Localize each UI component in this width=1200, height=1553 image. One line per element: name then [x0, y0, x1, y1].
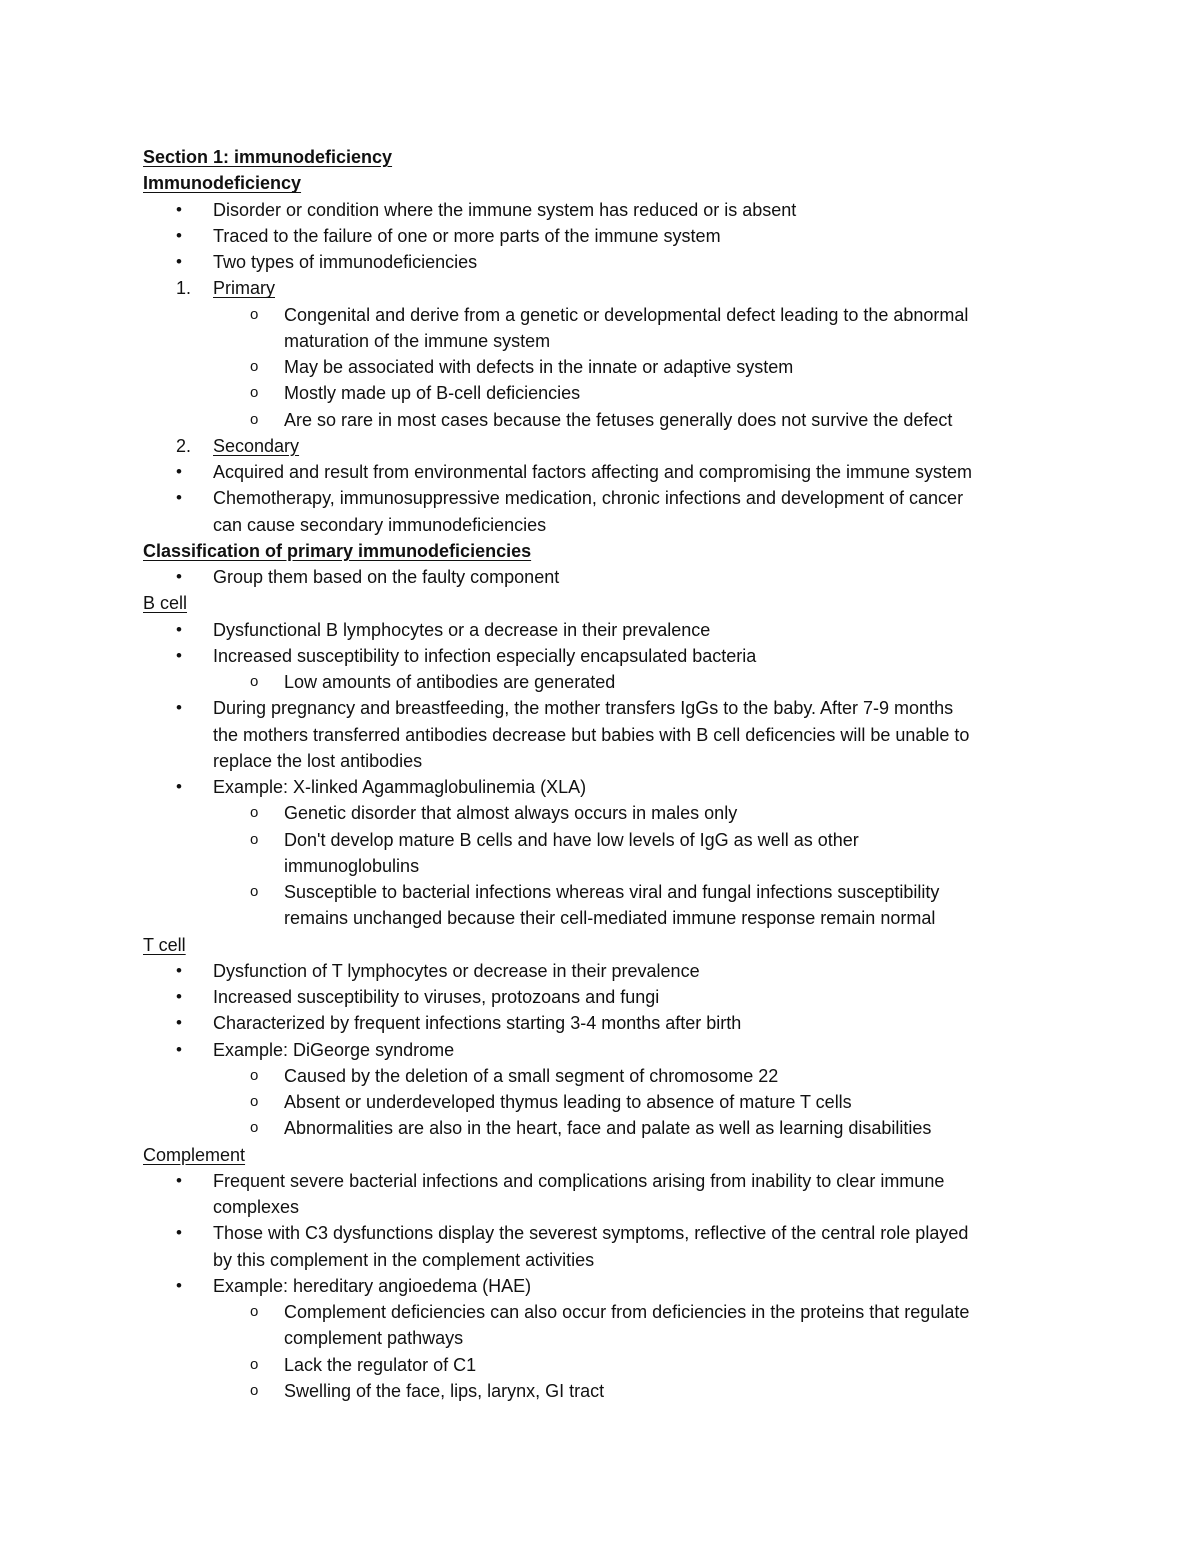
- list-item: [0, 800, 1200, 826]
- list-item: [0, 564, 1200, 590]
- section-heading: [0, 538, 1200, 564]
- circle-bullet-marker: o: [250, 1303, 259, 1320]
- section-heading: [0, 590, 1200, 616]
- bullet-marker: •: [176, 645, 182, 665]
- bullet-marker: •: [176, 199, 182, 219]
- line-text: Characterized by frequent infections starting 3-4 months after birth: [213, 1013, 742, 1034]
- line-text: Secondary: [213, 435, 300, 456]
- list-item: [0, 1273, 1200, 1299]
- circle-bullet-marker: o: [250, 1119, 259, 1137]
- list-item: [0, 774, 1200, 800]
- line-text: Disorder or condition where the immune system has reduced or is absent: [213, 199, 797, 220]
- list-item: [0, 1299, 1200, 1325]
- list-item: [0, 433, 1200, 459]
- line-text: Primary: [213, 278, 275, 299]
- circle-bullet-marker: o: [250, 1381, 259, 1399]
- circle-bullet-marker: o: [250, 883, 259, 900]
- list-item: [0, 354, 1200, 380]
- list-item: [0, 1063, 1200, 1089]
- line-text: Complement deficiencies can also occur from deficiencies in the proteins that regulate: [284, 1302, 970, 1322]
- line-text: complement pathways: [284, 1328, 464, 1349]
- list-item: [0, 958, 1200, 984]
- list-item: [0, 197, 1200, 223]
- line-text: Increased susceptibility to viruses, protozoans and fungi: [213, 987, 660, 1007]
- line-text: During pregnancy and breastfeeding, the mother transfers IgGs to the baby. After 7-9 months: [213, 698, 954, 719]
- circle-bullet-marker: o: [250, 673, 259, 690]
- line-text: Absent or underdeveloped thymus leading to absence of mature T cells: [284, 1092, 852, 1112]
- bullet-marker: •: [176, 488, 182, 508]
- section-heading: [0, 1142, 1200, 1168]
- line-text: Genetic disorder that almost always occurs in males only: [284, 803, 738, 824]
- list-item: [0, 302, 1200, 328]
- line-text: Dysfunctional B lymphocytes or a decrease in their prevalence: [213, 619, 711, 640]
- circle-bullet-marker: o: [250, 384, 259, 402]
- line-text: Acquired and result from environmental factors affecting and compromising the immune system: [213, 462, 973, 482]
- line-text: Mostly made up of B-cell deficiencies: [284, 383, 581, 404]
- list-item: [0, 669, 1200, 695]
- line-text: immunoglobulins: [284, 855, 420, 876]
- line-text: Are so rare in most cases because the fetuses generally does not survive the defect: [284, 409, 953, 430]
- list-item: [0, 722, 1200, 748]
- line-text: maturation of the immune system: [284, 330, 551, 351]
- line-text: by this complement in the complement activities: [213, 1249, 595, 1270]
- section-heading: [0, 932, 1200, 958]
- bullet-marker: •: [176, 1223, 182, 1243]
- list-item: [0, 879, 1200, 905]
- bullet-marker: •: [176, 777, 182, 796]
- line-text: Example: DiGeorge syndrome: [213, 1039, 455, 1060]
- circle-bullet-marker: o: [250, 358, 259, 375]
- list-item: [0, 223, 1200, 249]
- line-text: Example: hereditary angioedema (HAE): [213, 1275, 532, 1296]
- line-text: can cause secondary immunodeficiencies: [213, 514, 547, 535]
- circle-bullet-marker: o: [250, 1066, 259, 1084]
- number-marker: 1.: [176, 278, 192, 299]
- line-text: T cell: [143, 934, 186, 955]
- list-item: [0, 1325, 1200, 1351]
- circle-bullet-marker: o: [250, 830, 259, 848]
- circle-bullet-marker: o: [250, 1093, 259, 1110]
- line-text: May be associated with defects in the innate or adaptive system: [284, 357, 794, 377]
- line-text: Dysfunction of T lymphocytes or decrease in their prevalence: [213, 960, 700, 981]
- list-item: [0, 695, 1200, 721]
- line-text: Immunodeficiency: [143, 173, 302, 194]
- line-text: Classification of primary immunodeficiencies: [143, 540, 532, 561]
- list-item: [0, 984, 1200, 1010]
- bullet-marker: •: [176, 1275, 182, 1295]
- line-text: B cell: [143, 593, 188, 614]
- list-item: [0, 1168, 1200, 1194]
- line-text: Group them based on the faulty component: [213, 567, 560, 587]
- line-text: replace the lost antibodies: [213, 750, 423, 771]
- list-item: [0, 1115, 1200, 1141]
- list-item: [0, 485, 1200, 511]
- line-text: Chemotherapy, immunosuppressive medication, chronic infections and development of cancer: [213, 488, 964, 509]
- line-text: Abnormalities are also in the heart, face and palate as well as learning disabilities: [284, 1118, 932, 1139]
- list-item: [0, 905, 1200, 931]
- circle-bullet-marker: o: [250, 410, 259, 428]
- line-text: Those with C3 dysfunctions display the severest symptoms, reflective of the central role played: [213, 1223, 969, 1244]
- bullet-marker: •: [176, 1039, 182, 1059]
- line-text: complexes: [213, 1197, 300, 1217]
- list-item: [0, 1037, 1200, 1063]
- list-item: [0, 853, 1200, 879]
- line-text: Congenital and derive from a genetic or developmental defect leading to the abnormal: [284, 304, 969, 325]
- line-text: Frequent severe bacterial infections and complications arising from inability to clear immune: [213, 1170, 945, 1191]
- list-item: [0, 1220, 1200, 1246]
- list-item: [0, 328, 1200, 354]
- line-text: Don't develop mature B cells and have low levels of IgG as well as other: [284, 829, 859, 850]
- list-item: [0, 512, 1200, 538]
- list-item: [0, 407, 1200, 433]
- list-item: [0, 1010, 1200, 1036]
- line-text: Increased susceptibility to infection especially encapsulated bacteria: [213, 645, 757, 666]
- list-item: [0, 1194, 1200, 1220]
- circle-bullet-marker: o: [250, 305, 259, 323]
- bullet-marker: •: [176, 567, 182, 586]
- bullet-marker: •: [176, 225, 182, 245]
- bullet-marker: •: [176, 1170, 182, 1190]
- number-marker: 2.: [176, 435, 192, 456]
- list-item: [0, 380, 1200, 406]
- list-item: [0, 748, 1200, 774]
- line-text: Caused by the deletion of a small segment of chromosome 22: [284, 1065, 779, 1086]
- line-text: the mothers transferred antibodies decrease but babies with B cell deficencies will be unable to: [213, 724, 970, 745]
- list-item: [0, 1378, 1200, 1404]
- circle-bullet-marker: o: [250, 1355, 259, 1373]
- line-text: Two types of immunodeficiencies: [213, 252, 478, 272]
- list-item: [0, 275, 1200, 301]
- list-item: [0, 617, 1200, 643]
- bullet-marker: •: [176, 1013, 182, 1033]
- line-text: Section 1: immunodeficiency: [143, 147, 393, 167]
- list-item: [0, 249, 1200, 275]
- section-heading: [0, 170, 1200, 196]
- bullet-marker: •: [176, 252, 182, 271]
- line-text: Traced to the failure of one or more parts of the immune system: [213, 225, 721, 246]
- bullet-marker: •: [176, 987, 182, 1006]
- line-text: Susceptible to bacterial infections whereas viral and fungal infections susceptibility: [284, 882, 940, 902]
- line-text: Swelling of the face, lips, larynx, GI tract: [284, 1380, 605, 1401]
- line-text: Complement: [143, 1144, 246, 1165]
- list-item: [0, 459, 1200, 485]
- section-heading: [0, 144, 1200, 170]
- list-item: [0, 1089, 1200, 1115]
- bullet-marker: •: [176, 698, 182, 718]
- bullet-marker: •: [176, 619, 182, 639]
- line-text: Lack the regulator of C1: [284, 1354, 477, 1375]
- circle-bullet-marker: o: [250, 804, 259, 822]
- line-text: Example: X-linked Agammaglobulinemia (XLA): [213, 777, 587, 797]
- list-item: [0, 1247, 1200, 1273]
- bullet-marker: •: [176, 960, 182, 980]
- list-item: [0, 827, 1200, 853]
- line-text: Low amounts of antibodies are generated: [284, 672, 616, 692]
- list-item: [0, 643, 1200, 669]
- bullet-marker: •: [176, 462, 182, 481]
- list-item: [0, 1352, 1200, 1378]
- line-text: remains unchanged because their cell-mediated immune response remain normal: [284, 908, 936, 929]
